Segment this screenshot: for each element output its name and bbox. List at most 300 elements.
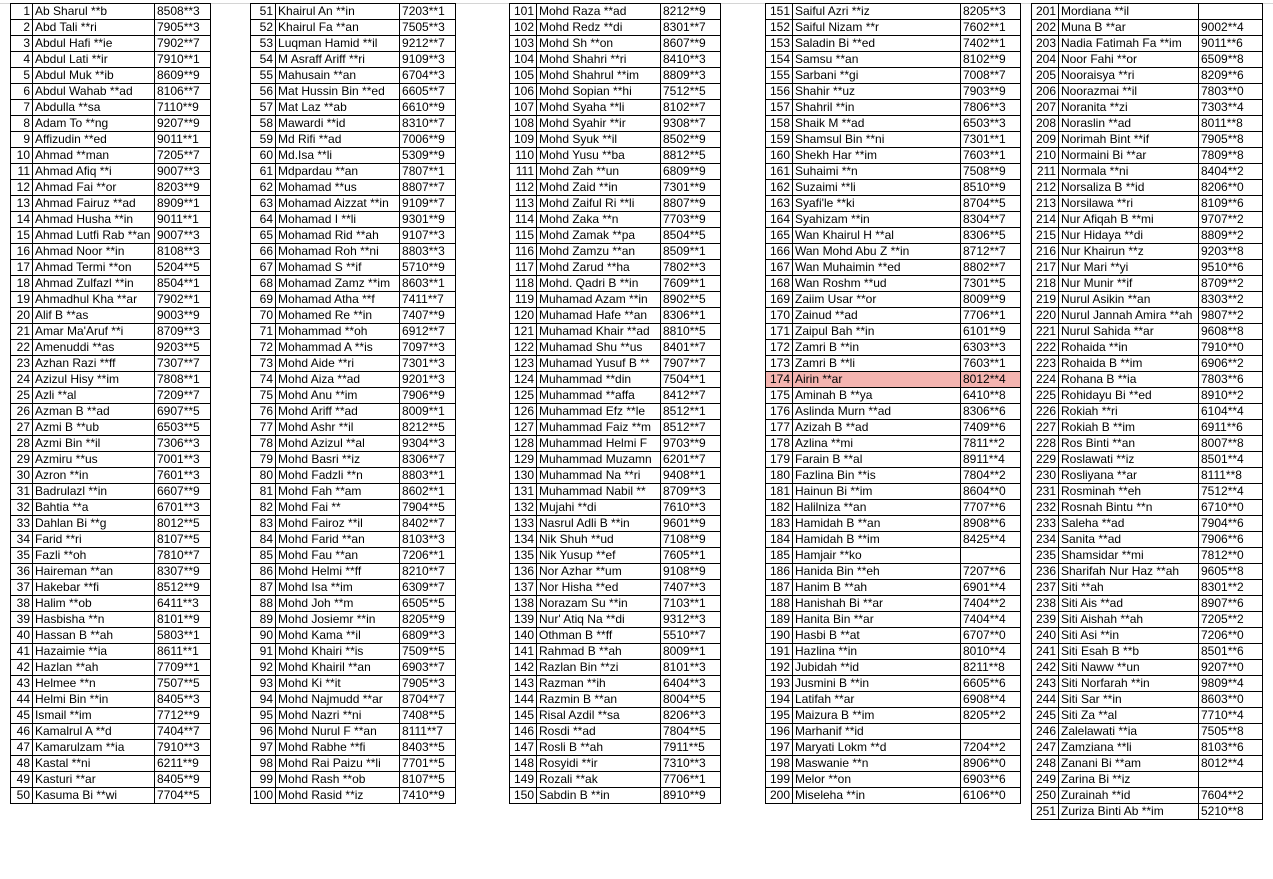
name-cell[interactable]: Mohd Zamak **pa	[537, 228, 661, 244]
row-number[interactable]: 97	[251, 740, 276, 756]
id-cell[interactable]: 9809**4	[1199, 676, 1263, 692]
row-number[interactable]: 99	[251, 772, 276, 788]
id-cell[interactable]: 6908**4	[961, 692, 1021, 708]
name-cell[interactable]: Sharifah Nur Haz **ah	[1059, 564, 1199, 580]
id-cell[interactable]: 6411**3	[155, 596, 211, 612]
id-cell[interactable]: 7301**5	[961, 276, 1021, 292]
row-number[interactable]: 196	[766, 724, 793, 740]
name-cell[interactable]: Mohd Fairoz **il	[276, 516, 400, 532]
id-cell[interactable]: 8709**2	[1199, 276, 1263, 292]
name-cell[interactable]: Hanim B **ah	[793, 580, 961, 596]
name-cell[interactable]: Sanita **ad	[1059, 532, 1199, 548]
id-cell[interactable]: 7907**7	[661, 356, 721, 372]
name-cell[interactable]: Mohd Sh **on	[537, 36, 661, 52]
name-cell[interactable]: Fazlina Bin **is	[793, 468, 961, 484]
row-number[interactable]: 148	[510, 756, 537, 772]
name-cell[interactable]: Rosli B **ah	[537, 740, 661, 756]
row-number[interactable]: 238	[1032, 596, 1059, 612]
id-cell[interactable]: 8306**5	[961, 228, 1021, 244]
id-cell[interactable]	[1199, 4, 1263, 20]
row-number[interactable]: 226	[1032, 404, 1059, 420]
id-cell[interactable]: 7712**9	[155, 708, 211, 724]
id-cell[interactable]: 9807**2	[1199, 308, 1263, 324]
id-cell[interactable]: 7905**3	[155, 20, 211, 36]
name-cell[interactable]: Hassan B **ah	[33, 628, 155, 644]
row-number[interactable]: 181	[766, 484, 793, 500]
name-cell[interactable]: Azizul Hisy **im	[33, 372, 155, 388]
id-cell[interactable]: 9203**8	[1199, 244, 1263, 260]
name-cell[interactable]: Mohd Zamzu **an	[537, 244, 661, 260]
id-cell[interactable]: 7605**1	[661, 548, 721, 564]
name-cell[interactable]: Mohamad Rid **ah	[276, 228, 400, 244]
id-cell[interactable]: 8004**5	[661, 692, 721, 708]
name-cell[interactable]: Khairul An **in	[276, 4, 400, 20]
id-cell[interactable]: 8812**5	[661, 148, 721, 164]
id-cell[interactable]: 8512**9	[155, 580, 211, 596]
row-number[interactable]: 178	[766, 436, 793, 452]
id-cell[interactable]: 8402**7	[400, 516, 456, 532]
id-cell[interactable]: 8206**3	[661, 708, 721, 724]
name-cell[interactable]: Muhammad **affa	[537, 388, 661, 404]
name-cell[interactable]: Helmi Bin **in	[33, 692, 155, 708]
row-number[interactable]: 18	[11, 276, 33, 292]
name-cell[interactable]: Azmi Bin **il	[33, 436, 155, 452]
name-cell[interactable]: Sabdin B **in	[537, 788, 661, 804]
id-cell[interactable]: 7803**0	[1199, 84, 1263, 100]
id-cell[interactable]: 8306**7	[400, 452, 456, 468]
name-cell[interactable]: Amar Ma'Aruf **i	[33, 324, 155, 340]
id-cell[interactable]: 9107**3	[400, 228, 456, 244]
id-cell[interactable]: 9707**2	[1199, 212, 1263, 228]
row-number[interactable]: 114	[510, 212, 537, 228]
name-cell[interactable]: Mohd Fai **	[276, 500, 400, 516]
id-cell[interactable]: 9608**8	[1199, 324, 1263, 340]
name-cell[interactable]: Mohd Fadzli **n	[276, 468, 400, 484]
row-number[interactable]: 140	[510, 628, 537, 644]
id-cell[interactable]: 7902**1	[155, 292, 211, 308]
row-number[interactable]: 61	[251, 164, 276, 180]
row-number[interactable]: 67	[251, 260, 276, 276]
row-number[interactable]: 134	[510, 532, 537, 548]
name-cell[interactable]: Norsaliza B **id	[1059, 180, 1199, 196]
id-cell[interactable]: 7204**2	[961, 740, 1021, 756]
id-cell[interactable]	[961, 724, 1021, 740]
row-number[interactable]: 36	[11, 564, 33, 580]
id-cell[interactable]: 8807**7	[400, 180, 456, 196]
row-number[interactable]: 231	[1032, 484, 1059, 500]
name-cell[interactable]: Rosdi **ad	[537, 724, 661, 740]
name-cell[interactable]: Muna B **ar	[1059, 20, 1199, 36]
id-cell[interactable]: 7812**0	[1199, 548, 1263, 564]
row-number[interactable]: 63	[251, 196, 276, 212]
id-cell[interactable]: 8501**4	[1199, 452, 1263, 468]
id-cell[interactable]: 8101**9	[155, 612, 211, 628]
name-cell[interactable]: Khairul Fa **an	[276, 20, 400, 36]
row-number[interactable]: 78	[251, 436, 276, 452]
name-cell[interactable]: Kamalrul A **d	[33, 724, 155, 740]
id-cell[interactable]: 7704**5	[155, 788, 211, 804]
name-cell[interactable]: Ahmad Zulfazl **in	[33, 276, 155, 292]
id-cell[interactable]: 7505**3	[400, 20, 456, 36]
row-number[interactable]: 214	[1032, 212, 1059, 228]
id-cell[interactable]: 7008**7	[961, 68, 1021, 84]
row-number[interactable]: 28	[11, 436, 33, 452]
row-number[interactable]: 17	[11, 260, 33, 276]
id-cell[interactable]: 8410**3	[661, 52, 721, 68]
name-cell[interactable]: Rozali **ak	[537, 772, 661, 788]
id-cell[interactable]: 8310**7	[400, 116, 456, 132]
name-cell[interactable]: Abdul Wahab **ad	[33, 84, 155, 100]
row-number[interactable]: 39	[11, 612, 33, 628]
row-number[interactable]: 239	[1032, 612, 1059, 628]
name-cell[interactable]: Wan Roshm **ud	[793, 276, 961, 292]
id-cell[interactable]: 7206**1	[400, 548, 456, 564]
id-cell[interactable]: 8709**3	[661, 484, 721, 500]
id-cell[interactable]: 6607**9	[155, 484, 211, 500]
id-cell[interactable]: 6211**9	[155, 756, 211, 772]
name-cell[interactable]: Wan Muhaimin **ed	[793, 260, 961, 276]
row-number[interactable]: 145	[510, 708, 537, 724]
row-number[interactable]: 183	[766, 516, 793, 532]
id-cell[interactable]: 8303**2	[1199, 292, 1263, 308]
name-cell[interactable]: Siti Naww **un	[1059, 660, 1199, 676]
name-cell[interactable]: Mohamad **us	[276, 180, 400, 196]
id-cell[interactable]: 8205**3	[961, 4, 1021, 20]
row-number[interactable]: 202	[1032, 20, 1059, 36]
id-cell[interactable]: 7807**1	[400, 164, 456, 180]
id-cell[interactable]: 6809**3	[400, 628, 456, 644]
row-number[interactable]: 3	[11, 36, 33, 52]
name-cell[interactable]: Ahmad Fairuz **ad	[33, 196, 155, 212]
row-number[interactable]: 158	[766, 116, 793, 132]
row-number[interactable]: 174	[766, 372, 793, 388]
name-cell[interactable]: Hazlan **ah	[33, 660, 155, 676]
id-cell[interactable]: 7407**3	[661, 580, 721, 596]
id-cell[interactable]: 7706**1	[661, 772, 721, 788]
id-cell[interactable]: 8209**6	[1199, 68, 1263, 84]
id-cell[interactable]: 7706**1	[961, 308, 1021, 324]
name-cell[interactable]: Mohd Azizul **al	[276, 436, 400, 452]
row-number[interactable]: 136	[510, 564, 537, 580]
name-cell[interactable]: Syahizam **in	[793, 212, 961, 228]
name-cell[interactable]: Mohd Helmi **ff	[276, 564, 400, 580]
name-cell[interactable]: Sarbani **gi	[793, 68, 961, 84]
row-number[interactable]: 245	[1032, 708, 1059, 724]
row-number[interactable]: 208	[1032, 116, 1059, 132]
row-number[interactable]: 1	[11, 4, 33, 20]
row-number[interactable]: 92	[251, 660, 276, 676]
id-cell[interactable]: 7402**1	[961, 36, 1021, 52]
id-cell[interactable]: 7409**6	[961, 420, 1021, 436]
name-cell[interactable]: Ahmad Noor **in	[33, 244, 155, 260]
row-number[interactable]: 30	[11, 468, 33, 484]
name-cell[interactable]: Azman B **ad	[33, 404, 155, 420]
id-cell[interactable]: 8009**9	[961, 292, 1021, 308]
id-cell[interactable]: 7512**5	[661, 84, 721, 100]
name-cell[interactable]: Mohd Ki **it	[276, 676, 400, 692]
id-cell[interactable]: 9203**5	[155, 340, 211, 356]
name-cell[interactable]: Rohana B **ia	[1059, 372, 1199, 388]
name-cell[interactable]: Othman B **ff	[537, 628, 661, 644]
row-number[interactable]: 191	[766, 644, 793, 660]
row-number[interactable]: 80	[251, 468, 276, 484]
name-cell[interactable]: Normaini Bi **ar	[1059, 148, 1199, 164]
name-cell[interactable]: Dahlan Bi **g	[33, 516, 155, 532]
id-cell[interactable]: 7905**3	[400, 676, 456, 692]
id-cell[interactable]: 6605**7	[400, 84, 456, 100]
id-cell[interactable]: 6907**5	[155, 404, 211, 420]
id-cell[interactable]: 8107**5	[155, 532, 211, 548]
row-number[interactable]: 49	[11, 772, 33, 788]
row-number[interactable]: 9	[11, 132, 33, 148]
id-cell[interactable]: 8509**1	[661, 244, 721, 260]
name-cell[interactable]: Norsilawa **ri	[1059, 196, 1199, 212]
name-cell[interactable]: Norimah Bint **if	[1059, 132, 1199, 148]
id-cell[interactable]: 7006**9	[400, 132, 456, 148]
row-number[interactable]: 166	[766, 244, 793, 260]
row-number[interactable]: 180	[766, 468, 793, 484]
row-number[interactable]: 103	[510, 36, 537, 52]
name-cell[interactable]: Jusmini B **in	[793, 676, 961, 692]
id-cell[interactable]: 7303**4	[1199, 100, 1263, 116]
name-cell[interactable]: Aminah B **ya	[793, 388, 961, 404]
row-number[interactable]: 197	[766, 740, 793, 756]
id-cell[interactable]: 9007**3	[155, 164, 211, 180]
id-cell[interactable]: 8012**4	[961, 372, 1021, 388]
id-cell[interactable]: 7404**4	[961, 612, 1021, 628]
id-cell[interactable]: 8908**6	[961, 516, 1021, 532]
name-cell[interactable]: Mohammad A **is	[276, 340, 400, 356]
row-number[interactable]: 132	[510, 500, 537, 516]
name-cell[interactable]: Mohd Nurul F **an	[276, 724, 400, 740]
row-number[interactable]: 173	[766, 356, 793, 372]
name-cell[interactable]: Zainud **ad	[793, 308, 961, 324]
id-cell[interactable]: 6707**0	[961, 628, 1021, 644]
name-cell[interactable]: Mujahi **di	[537, 500, 661, 516]
id-cell[interactable]: 9108**9	[661, 564, 721, 580]
name-cell[interactable]: Mohd Nazri **ni	[276, 708, 400, 724]
id-cell[interactable]: 7804**2	[961, 468, 1021, 484]
row-number[interactable]: 234	[1032, 532, 1059, 548]
row-number[interactable]: 203	[1032, 36, 1059, 52]
row-number[interactable]: 237	[1032, 580, 1059, 596]
row-number[interactable]: 29	[11, 452, 33, 468]
id-cell[interactable]: 7904**5	[400, 500, 456, 516]
id-cell[interactable]: 6201**7	[661, 452, 721, 468]
row-number[interactable]: 2	[11, 20, 33, 36]
row-number[interactable]: 11	[11, 164, 33, 180]
name-cell[interactable]: Zamri B **in	[793, 340, 961, 356]
name-cell[interactable]: Wan Mohd Abu Z **in	[793, 244, 961, 260]
id-cell[interactable]: 8009**1	[661, 644, 721, 660]
row-number[interactable]: 241	[1032, 644, 1059, 660]
id-cell[interactable]: 8304**7	[961, 212, 1021, 228]
id-cell[interactable]: 8802**7	[961, 260, 1021, 276]
name-cell[interactable]: Mohd Redz **di	[537, 20, 661, 36]
id-cell[interactable]: 8412**7	[661, 388, 721, 404]
id-cell[interactable]: 7301**1	[961, 132, 1021, 148]
row-number[interactable]: 184	[766, 532, 793, 548]
id-cell[interactable]: 8604**0	[961, 484, 1021, 500]
id-cell[interactable]: 7601**3	[155, 468, 211, 484]
name-cell[interactable]: Suhaimi **n	[793, 164, 961, 180]
id-cell[interactable]: 9308**7	[661, 116, 721, 132]
name-cell[interactable]: Hasbisha **n	[33, 612, 155, 628]
row-number[interactable]: 115	[510, 228, 537, 244]
id-cell[interactable]: 6912**7	[400, 324, 456, 340]
name-cell[interactable]: Maryati Lokm **d	[793, 740, 961, 756]
name-cell[interactable]: Md Rifi **ad	[276, 132, 400, 148]
row-number[interactable]: 123	[510, 356, 537, 372]
row-number[interactable]: 117	[510, 260, 537, 276]
name-cell[interactable]: Mohd Fah **am	[276, 484, 400, 500]
id-cell[interactable]: 8803**1	[400, 468, 456, 484]
row-number[interactable]: 51	[251, 4, 276, 20]
id-cell[interactable]: 7103**1	[661, 596, 721, 612]
id-cell[interactable]: 7808**1	[155, 372, 211, 388]
row-number[interactable]: 120	[510, 308, 537, 324]
id-cell[interactable]: 8405**9	[155, 772, 211, 788]
name-cell[interactable]: Mohd Zaka **n	[537, 212, 661, 228]
name-cell[interactable]: Azli **al	[33, 388, 155, 404]
name-cell[interactable]: Adam To **ng	[33, 116, 155, 132]
name-cell[interactable]: Mohd Najmudd **ar	[276, 692, 400, 708]
name-cell[interactable]: Halilniza **an	[793, 500, 961, 516]
name-cell[interactable]: Shahril **in	[793, 100, 961, 116]
id-cell[interactable]: 7505**8	[1199, 724, 1263, 740]
name-cell[interactable]: Mohd Isa **im	[276, 580, 400, 596]
name-cell[interactable]: Ahmad **man	[33, 148, 155, 164]
id-cell[interactable]: 6101**9	[961, 324, 1021, 340]
row-number[interactable]: 233	[1032, 516, 1059, 532]
name-cell[interactable]: Azmiru **us	[33, 452, 155, 468]
row-number[interactable]: 111	[510, 164, 537, 180]
name-cell[interactable]: Risal Azdil **sa	[537, 708, 661, 724]
row-number[interactable]: 26	[11, 404, 33, 420]
name-cell[interactable]: Rohaida **in	[1059, 340, 1199, 356]
row-number[interactable]: 75	[251, 388, 276, 404]
id-cell[interactable]: 8512**7	[661, 420, 721, 436]
name-cell[interactable]: Ahmad Lutfi Rab **an	[33, 228, 155, 244]
name-cell[interactable]: Hanida Bin **eh	[793, 564, 961, 580]
id-cell[interactable]: 7707**6	[961, 500, 1021, 516]
id-cell[interactable]: 5210**8	[1199, 804, 1263, 820]
row-number[interactable]: 224	[1032, 372, 1059, 388]
id-cell[interactable]: 7504**1	[661, 372, 721, 388]
row-number[interactable]: 236	[1032, 564, 1059, 580]
row-number[interactable]: 116	[510, 244, 537, 260]
name-cell[interactable]: Zuriza Binti Ab **im	[1059, 804, 1199, 820]
row-number[interactable]: 186	[766, 564, 793, 580]
name-cell[interactable]: Mat Laz **ab	[276, 100, 400, 116]
row-number[interactable]: 199	[766, 772, 793, 788]
name-cell[interactable]: Muhammad Na **ri	[537, 468, 661, 484]
id-cell[interactable]: 8704**5	[961, 196, 1021, 212]
row-number[interactable]: 122	[510, 340, 537, 356]
name-cell[interactable]: Siti Asi **in	[1059, 628, 1199, 644]
row-number[interactable]: 205	[1032, 68, 1059, 84]
row-number[interactable]: 193	[766, 676, 793, 692]
name-cell[interactable]: Shamsul Bin **ni	[793, 132, 961, 148]
name-cell[interactable]: Farain B **al	[793, 452, 961, 468]
name-cell[interactable]: Mohd Sopian **hi	[537, 84, 661, 100]
name-cell[interactable]: Ahmad Afiq **i	[33, 164, 155, 180]
name-cell[interactable]: Abdul Lati **ir	[33, 52, 155, 68]
id-cell[interactable]: 6503**5	[155, 420, 211, 436]
name-cell[interactable]: Nooraisya **ri	[1059, 68, 1199, 84]
name-cell[interactable]: Mohd. Qadri B **in	[537, 276, 661, 292]
id-cell[interactable]: 8504**1	[155, 276, 211, 292]
row-number[interactable]: 151	[766, 4, 793, 20]
name-cell[interactable]: Siti Esah B **b	[1059, 644, 1199, 660]
row-number[interactable]: 105	[510, 68, 537, 84]
name-cell[interactable]: Mohd Rai Paizu **li	[276, 756, 400, 772]
id-cell[interactable]: 7911**5	[661, 740, 721, 756]
row-number[interactable]: 190	[766, 628, 793, 644]
id-cell[interactable]: 7910**3	[155, 740, 211, 756]
id-cell[interactable]: 8508**3	[155, 4, 211, 20]
name-cell[interactable]: Affizudin **ed	[33, 132, 155, 148]
row-number[interactable]: 159	[766, 132, 793, 148]
id-cell[interactable]: 8111**8	[1199, 468, 1263, 484]
name-cell[interactable]: Muhamad Khair **ad	[537, 324, 661, 340]
name-cell[interactable]: Nasrul Adli B **in	[537, 516, 661, 532]
id-cell[interactable]: 6903**6	[961, 772, 1021, 788]
id-cell[interactable]: 7206**0	[1199, 628, 1263, 644]
id-cell[interactable]: 8607**9	[661, 36, 721, 52]
id-cell[interactable]: 8709**3	[155, 324, 211, 340]
name-cell[interactable]: Mohd Syuk **il	[537, 132, 661, 148]
id-cell[interactable]: 8306**1	[661, 308, 721, 324]
row-number[interactable]: 165	[766, 228, 793, 244]
row-number[interactable]: 207	[1032, 100, 1059, 116]
name-cell[interactable]: Mohd Yusu **ba	[537, 148, 661, 164]
name-cell[interactable]: Nur Hidaya **di	[1059, 228, 1199, 244]
id-cell[interactable]: 8010**4	[961, 644, 1021, 660]
row-number[interactable]: 167	[766, 260, 793, 276]
name-cell[interactable]: Nor Hisha **ed	[537, 580, 661, 596]
name-cell[interactable]: Mohd Raza **ad	[537, 4, 661, 20]
id-cell[interactable]: 7404**2	[961, 596, 1021, 612]
id-cell[interactable]: 6309**7	[400, 580, 456, 596]
row-number[interactable]: 219	[1032, 292, 1059, 308]
id-cell[interactable]: 9003**9	[155, 308, 211, 324]
name-cell[interactable]: Shamsidar **mi	[1059, 548, 1199, 564]
id-cell[interactable]: 9207**9	[155, 116, 211, 132]
name-cell[interactable]: Mohd Aide **ri	[276, 356, 400, 372]
name-cell[interactable]: Mohd Basri **iz	[276, 452, 400, 468]
row-number[interactable]: 195	[766, 708, 793, 724]
name-cell[interactable]: Mohd Farid **an	[276, 532, 400, 548]
id-cell[interactable]: 8602**1	[400, 484, 456, 500]
id-cell[interactable]	[961, 548, 1021, 564]
row-number[interactable]: 58	[251, 116, 276, 132]
row-number[interactable]: 20	[11, 308, 33, 324]
row-number[interactable]: 45	[11, 708, 33, 724]
id-cell[interactable]: 7408**5	[400, 708, 456, 724]
row-number[interactable]: 55	[251, 68, 276, 84]
id-cell[interactable]: 8906**0	[961, 756, 1021, 772]
row-number[interactable]: 250	[1032, 788, 1059, 804]
name-cell[interactable]: Mahusain **an	[276, 68, 400, 84]
id-cell[interactable]: 8512**1	[661, 404, 721, 420]
name-cell[interactable]: Azizah B **ad	[793, 420, 961, 436]
name-cell[interactable]: Latifah **ar	[793, 692, 961, 708]
row-number[interactable]: 32	[11, 500, 33, 516]
name-cell[interactable]: Noorazmai **il	[1059, 84, 1199, 100]
name-cell[interactable]: Airin **ar	[793, 372, 961, 388]
row-number[interactable]: 221	[1032, 324, 1059, 340]
